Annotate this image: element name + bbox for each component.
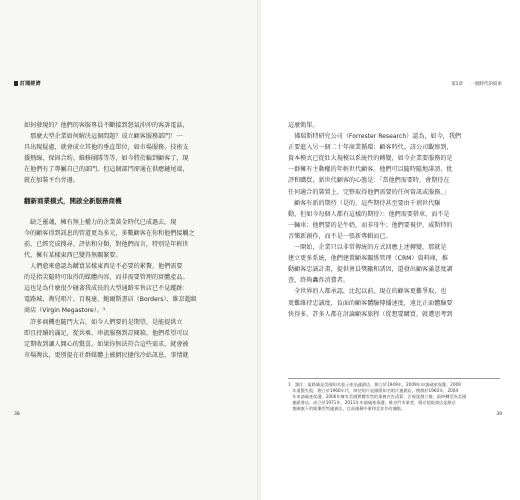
text-line: 許多商機也隨門大吉，如今人們要的是期望，是能提供立: [24, 318, 183, 326]
footnote-line: 1 譯注：電路城是美國知名電子產品連鎖店，創立於1949年，2009年申請破產保護；2009: [288, 382, 461, 387]
chapter-number: 第1章: [451, 82, 464, 87]
text-line: 代，擁有某樣東西已變得無關緊要。: [24, 251, 122, 259]
text-line: 評和購買，新世代顧客的心態是：「當他們需要時，會期待在: [288, 177, 450, 185]
text-line: 缺乏靈魂，擁有無上權力的企業黃金時代已成過去。現: [24, 218, 177, 226]
text-line: 在他們有了專屬自己的部門，但這個部門卻通在供應鏈尾端，: [24, 166, 189, 174]
text-line: 援熱線、保固合約、維修團隊等等，如今將於輪到顧客了，現: [24, 155, 189, 163]
text-line: 今的顧客得到訊息的管道更為多元，多數顧客在你和他們接觸之: [24, 229, 195, 237]
text-line: 音樂新創作，而不是一張新專輯而已。: [288, 232, 392, 240]
text-line: 那麼大型企業如何解決這個問題？成立顧客服務部門！一: [24, 133, 183, 141]
footnote-line: 年申請破產保護，2006年擁有美國實體零售的業務宣告清算，百視達創立後，最終轉型為美國: [288, 394, 467, 400]
text-line: 顧客有新的期待（是的，這些期待甚至要由千禧世代驅: [288, 199, 441, 207]
text-line: 前，已經完成搜尋、評估和分類，對他們而言，特別是年輕世: [24, 240, 189, 248]
text-line: 佛瑞斯特研究公司（Forrester Research）認為，如今，我們: [288, 133, 462, 141]
footnote-line: 連鎖書店，成立於1971年，2011年申請破產保護；維京門市業者，維京超級商店是維京: [288, 400, 456, 406]
text-line: 市場淘汰，更別提在社群媒體上被網民撻伐冷站訊息，事情就: [24, 351, 189, 359]
text-line: 任何適合的裝置上，完整取得他們需要的任何資訊或服務。」: [288, 188, 450, 196]
page-number-right: 39: [496, 412, 502, 417]
section-title: 翻新商業模式，開啟全新服務商機: [24, 196, 122, 205]
left-body-text: [24, 120, 244, 361]
book-spine: [257, 0, 261, 500]
text-line: 這也是為什麼很少碰著我成長的大型通路零售店已不見蹤跡：: [24, 285, 189, 293]
text-line: 一群擁有主動權的年輕世代顧客。他們可以隨時隨地誹謗、批: [288, 166, 453, 174]
book-logo-text: 訂閱經濟: [20, 81, 41, 87]
text-line: 查，終夠轟炸消費者。: [288, 277, 349, 285]
page-number-left: 38: [14, 412, 20, 417]
logo-icon: [14, 81, 18, 86]
text-line: 一開始，企業只以非常傳統的方式回應上述轉變，那就是: [288, 244, 447, 252]
text-line: 建立更多系統，他們建置顧客關係管理（CRM）資料庫，推: [288, 255, 448, 263]
footnote: [288, 382, 500, 412]
text-line: 即且持續的滿足，從共乘、串流服務到訂閱箱，他們希望可以: [24, 329, 189, 337]
text-line: 商店（Virgin Megastore）。¹: [24, 307, 106, 315]
text-line: 定期收到讓人開心的驚喜。如果你無法符合這些需求，就會被: [24, 340, 189, 348]
text-line: 旦出現疑慮，就會成立其他的垂直單位，如市場服務、技術支: [24, 144, 189, 152]
text-line: 正要進入另一個二十年商業循環：顧客時代。該公司觀察到，: [288, 144, 453, 152]
footnote-divider: [288, 378, 500, 379]
text-line: 這麼簡單。: [288, 122, 319, 129]
text-line: 就在加裝平台旁邊。: [24, 177, 79, 185]
text-line: 動顧客忠誠計畫，提供會員獎勵和誘因，還發出顧客滿意度調: [288, 266, 453, 274]
text-line: 動，但如今每個人都有這樣的期待）：他們需要搭車，而不是: [288, 210, 450, 218]
book-logo: [14, 80, 41, 87]
footnote-line: 集團旗下的娛樂零售連鎖店，目前僅剩中東和北非仍有據點。: [288, 406, 406, 412]
footnote-line: 年重整失敗，創立於1960年代，淘兒唱片是國際知名唱片連鎖店，創辦於1960年，2004: [288, 388, 459, 394]
text-line: 電路城、淘兒唱片、百視達、鮑爾斯書店（Borders）、維京超級: [24, 296, 197, 304]
text-line: 資本模式已從壯大規模以系統性的轉變，如今企業要服務的是: [288, 155, 453, 163]
text-line: 更難維持忠誠度，負面的顧客體驗傳播速度，遠比正面體驗要: [288, 299, 453, 307]
text-line: 的是指尖隨時可取得的媒體內容，而非需要管理的實體產品。: [24, 274, 189, 282]
text-line: 快得多，許多人都在討論顧客旅程（從想要購買，就遭思考到: [288, 310, 453, 318]
chapter-title: 一個時代的結束: [470, 82, 502, 87]
chapter-header: [445, 81, 502, 87]
text-line: 一輛車；他們要的是牛奶，而非母牛；他們要視伊，威斯特的: [288, 221, 453, 229]
text-line: 全世界的人都承認，比起以前，現在的顧客更難爭取，也: [288, 288, 447, 296]
text-line: 如何發現的？他們的客服專員不斷接到怒氣沖沖的客訴電話，: [24, 122, 189, 129]
text-line: 人們愈來愈認為購買某樣東西是不必要的累贅，他們需要: [24, 263, 183, 271]
right-body-text: [288, 120, 500, 320]
